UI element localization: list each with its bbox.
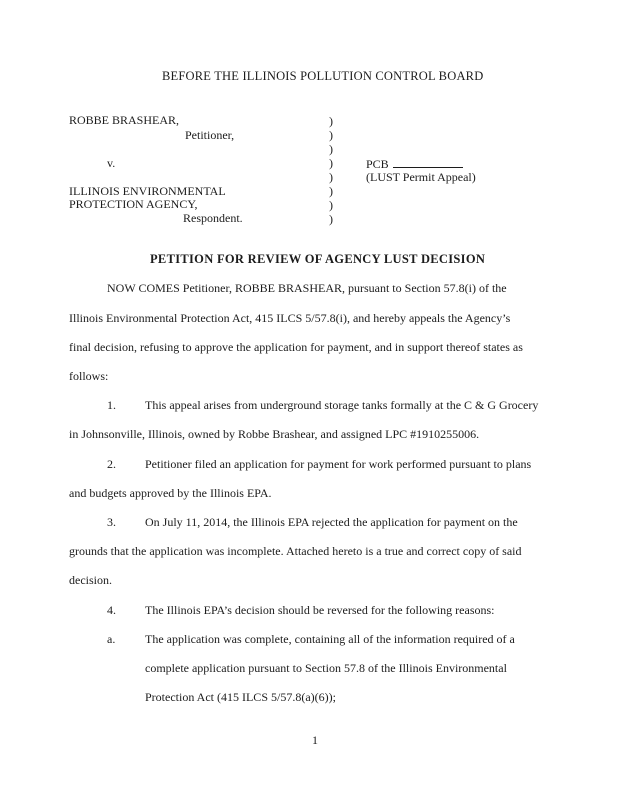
paragraph-line: The Illinois EPA’s decision should be reversed for the following reasons: [145, 603, 495, 617]
subparagraph-line: complete application pursuant to Section 57.8 of the Illinois Environmental [145, 661, 507, 675]
bracket-char: ) [329, 114, 333, 128]
subparagraph-line: Protection Act (415 ILCS 5/57.8(a)(6)); [145, 690, 336, 704]
case-label: PCB [366, 157, 389, 171]
respondent-name-line1: ILLINOIS ENVIRONMENTAL [69, 184, 226, 198]
paragraph-number: 2. [107, 457, 116, 471]
intro-line: Illinois Environmental Protection Act, 415 ILCS 5/57.8(i), and hereby appeals the Agency’s [69, 311, 511, 325]
paragraph-number: 4. [107, 603, 116, 617]
paragraph-line: On July 11, 2014, the Illinois EPA rejected the application for payment on the [145, 515, 518, 529]
bracket-char: ) [329, 142, 333, 156]
petitioner-name: ROBBE BRASHEAR, [69, 113, 180, 127]
paragraph-line: and budgets approved by the Illinois EPA. [69, 486, 272, 500]
bracket-char: ) [329, 170, 333, 184]
versus: v. [107, 156, 116, 170]
bracket-char: ) [329, 184, 333, 198]
bracket-char: ) [329, 198, 333, 212]
bracket-char: ) [329, 128, 333, 142]
bracket-char: ) [329, 156, 333, 170]
paragraph-line: Petitioner filed an application for payment for work performed pursuant to plans [145, 457, 532, 471]
case-type: (LUST Permit Appeal) [366, 170, 476, 184]
court-heading: BEFORE THE ILLINOIS POLLUTION CONTROL BOARD [162, 69, 484, 83]
intro-line: follows: [69, 369, 109, 383]
bracket-char: ) [329, 212, 333, 226]
case-number-blank [393, 157, 463, 168]
paragraph-number: 1. [107, 398, 116, 412]
petitioner-role: Petitioner, [185, 128, 235, 142]
respondent-role: Respondent. [183, 211, 243, 225]
subparagraph-letter: a. [107, 632, 116, 646]
case-number [366, 157, 463, 170]
document-title: PETITION FOR REVIEW OF AGENCY LUST DECISION [150, 252, 486, 266]
paragraph-line: grounds that the application was incomplete. Attached hereto is a true and correct copy of said [69, 544, 522, 558]
page-number: 1 [312, 733, 318, 747]
respondent-name-line2: PROTECTION AGENCY, [69, 197, 198, 211]
paragraph-number: 3. [107, 515, 116, 529]
intro-line: NOW COMES Petitioner, ROBBE BRASHEAR, pursuant to Section 57.8(i) of the [107, 281, 507, 295]
subparagraph-line: The application was complete, containing all of the information required of a [145, 632, 515, 646]
intro-line: final decision, refusing to approve the application for payment, and in support thereof states as [69, 340, 523, 354]
paragraph-line: decision. [69, 573, 112, 587]
paragraph-line: This appeal arises from underground storage tanks formally at the C & G Grocery [145, 398, 539, 412]
paragraph-line: in Johnsonville, Illinois, owned by Robbe Brashear, and assigned LPC #1910255006. [69, 427, 480, 441]
